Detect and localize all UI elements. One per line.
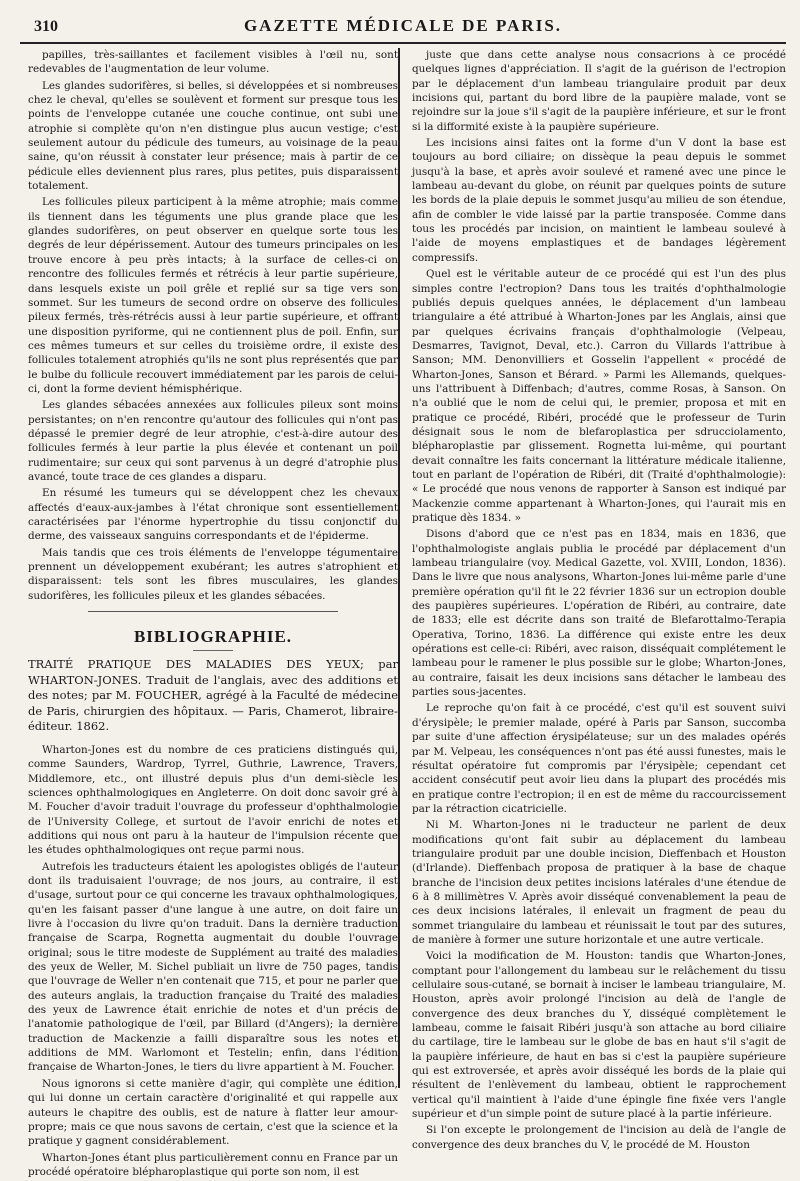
paragraph: Mais tandis que ces trois éléments de l'enveloppe tégumentaire prennent un développement exubérant; les autres s'atrophient et disparaissent: tels sont les fibres musculaires, les glandes sudorifères, les follicules pileux et les glandes sébacées. bbox=[28, 546, 398, 602]
column-divider bbox=[398, 48, 400, 1088]
paragraph: Les glandes sudorifères, si belles, si développées et si nombreuses chez le cheval, qu'elles se soulèvent et forment sur presque tous les points de l'enveloppe cutanée une couche continue, ont subi une atrophie si complète qu'on n'en distingue plus aucun vestige; c'est seulement autour du pédicule des tumeurs, au voisinage de la peau saine, qu'on réussit à constater leur présence; mais à partir de ce pédicule elles deviennent plus rares, plus petites, puis disparaissent totalement. bbox=[28, 79, 398, 193]
paragraph: Wharton-Jones étant plus particulièrement connu en France par un procédé opératoire blépharoplastique qui porte son nom, il est bbox=[28, 1151, 398, 1178]
title-rule bbox=[193, 650, 233, 651]
paragraph: papilles, très-saillantes et facilement visibles à l'œil nu, sont redevables de l'augmentation de leur volume. bbox=[28, 49, 398, 76]
page-header bbox=[20, 8, 786, 44]
paragraph: Autrefois les traducteurs étaient les apologistes obligés de l'auteur dont ils traduisaient l'ouvrage; de nos jours, au contraire, il est d'usage, surtout pour ce qui concerne les travaux ophthalmologiques, qu'en les faisant passer d'une langue à une autre, on doit faire un livre à l'occasion du livre qu'on traduit. Dans la dernière traduction française de Scarpa, Rognetta augmentait du double l'ouvrage original; sous le titre modeste de Supplément au traité des maladies des yeux de Weller, M. Sichel publiait un livre de 750 pages, tandis que l'ouvrage de Weller n'en contenait que 715, et pour ne parler que des auteurs anglais, la traduction française du Traité des maladies des yeux de Lawrence était enrichie de notes et d'un précis de l'anatomie pathologique de l'œil, par Billard (d'Angers); la dernière traduction de Mackenzie a failli disparaître sous les notes et additions de MM. Warlomont et Testelin; enfin, dans l'édition française de Wharton-Jones, le tiers du livre appartient à M. Foucher. bbox=[28, 860, 398, 1074]
section-title: BIBLIOGRAPHIE. bbox=[133, 627, 293, 647]
page-number: 310 bbox=[34, 18, 58, 35]
section-divider bbox=[88, 611, 338, 612]
paragraph: Nous ignorons si cette manière d'agir, qui complète une édition, qui lui donne un certain caractère d'originalité et qui rappelle aux auteurs le chapitre des oublis, est de nature à flatter leur amour-propre; mais ce que nous savons de certain, c'est que la science et la pratique y gagnent considérablement. bbox=[28, 1077, 398, 1148]
paragraph: Les glandes sébacées annexées aux follicules pileux sont moins persistantes; on n'en rencontre qu'autour des follicules qui n'ont pas dépassé le premier degré de leur atrophie, c'est-à-dire autour des follicules fermés à leur partie la plus élevée et contenant un poil rudimentaire; sur ceux qui sont parvenus à un degré d'atrophie plus avancé, toute trace de ces glandes a disparu. bbox=[28, 399, 398, 483]
paragraph: Le reproche qu'on fait à ce procédé, c'est qu'il est souvent suivi d'érysipèle; le premier malade, opéré à Paris par Sanson, succomba par suite d'une affection érysipélateuse; sur un des malades opérés par M. Velpeau, les conséquences n'ont pas été aussi funestes, mais le résultat opératoire fut compromis par l'érysipèle; cependant cet accident consécutif peut avoir lieu dans la plupart des procédés mis en pratique contre l'ectropion; il en est de même du raccourcissement par la rétraction cicatricielle. bbox=[412, 702, 786, 815]
paragraph: Quel est le véritable auteur de ce procédé qui est l'un des plus simples contre l'ectropion? Dans tous les traités d'ophthalmologie publiés depuis quelques années, le déplacement d'un lambeau triangulaire a été attribué à Wharton-Jones par les Anglais, ainsi que par quelques écrivains français d'ophthalmologie (Velpeau, Desmarres, Tavignot, Deval, etc.). Carron du Villards l'attribue à Sanson; MM. Denonvilliers et Gosselin l'appellent « procédé de Wharton-Jones, Sanson et Bérard. » Parmi les Allemands, quelques-uns l'attribuent à Diffenbach; d'autres, comme Rosas, à Sanson. On n'a oublié que le nom de celui qui, le premier, proposa et mit en pratique ce procédé, Ribéri, procédé que le professeur de Turin désignait sous le nom de blefaroplastica per sdrucciolamento, blépharoplastie par glissement. Rognetta lui-même, qui pourtant devait connaître les faits concernant la littérature médicale italienne, tout en parlant de l'opération de Ribéri, dit (Traité d'ophthalmologie): « Le procédé que nous venons de rapporter à Sanson est indiqué par Mackenzie comme appartenant à Wharton-Jones, qui l'aurait mis en pratique dès 1834. » bbox=[412, 268, 786, 524]
review-heading: TRAITÉ PRATIQUE DES MALADIES DES YEUX; par WHARTON-JONES. Traduit de l'anglais, avec des additions et des notes; par M. FOUCHER, agrégé à la Faculté de médecine de Paris, chirurgien des hôpitaux. — Paris, Chamerot, libraire-éditeur. 1862. bbox=[28, 657, 398, 734]
paragraph: Les follicules pileux participent à la même atrophie; mais comme ils tiennent dans les téguments une plus grande place que les glandes sudorifères, on peut observer en quelque sorte tous les degrés de leur dépérissement. Autour des tumeurs principales on les trouve encore à peu près intacts; à la surface de celles-ci on rencontre des follicules fermés et rétrécis à leur partie supérieure, dans lesquels existe un poil grêle et replié sur sa tige vers son sommet. Sur les tumeurs de second ordre on observe des follicules pileux fermés, très-rétrécis aussi à leur partie supérieure, et offrant une disposition pyriforme, qui ne contiennent plus de poil. Enfin, sur ces mêmes tumeurs et sur celles du troisième ordre, il existe des follicules totalement atrophiés qu'ils ne sont plus représentés que par le bulbe du follicule recouvert immédiatement par les parois de celui-ci, dont la forme devient hémisphérique. bbox=[28, 196, 398, 395]
paragraph: En résumé les tumeurs qui se développent chez les chevaux affectés d'eaux-aux-jambes à l'état chronique sont essentiellement caractérisées par l'énorme hypertrophie du tissu conjonctif du derme, des vaisseaux sanguins correspondants et de l'épiderme. bbox=[28, 487, 398, 543]
right-column bbox=[412, 48, 786, 1154]
paragraph: Les incisions ainsi faites ont la forme d'un V dont la base est toujours au bord ciliaire; on dissèque la peau depuis le sommet jusqu'à la base, et après avoir soulevé et ramené avec une pince le lambeau au-devant du globe, on réunit par quelques points de suture les bords de la plaie depuis le sommet jusqu'au milieu de son étendue, afin de combler le vide laissé par la partie transposée. Comme dans tous les procédés par incision, on maintient le lambeau soulevé à l'aide de moyens emplastiques et de bandages légèrement compressifs. bbox=[412, 137, 786, 264]
paragraph: Wharton-Jones est du nombre de ces praticiens distingués qui, comme Saunders, Wardrop, Tyrrel, Guthrie, Lawrence, Travers, Middlemore, etc., ont illustré depuis plus d'un demi-siècle les sciences ophthalmologiques en Angleterre. On doit donc savoir gré à M. Foucher d'avoir traduit l'ouvrage du professeur d'ophthalmologie de l'University College, et surtout de l'avoir enrichi de notes et additions qui nous ont paru à la hauteur de l'impulsion récente que les études ophthalmologiques ont reçue parmi nous. bbox=[28, 743, 398, 857]
paragraph: Si l'on excepte le prolongement de l'incision au delà de l'angle de convergence des deux branches du V, le procédé de M. Houston bbox=[412, 1124, 786, 1151]
paragraph: Disons d'abord que ce n'est pas en 1834, mais en 1836, que l'ophthalmologiste anglais publia le procédé par déplacement d'un lambeau triangulaire (voy. Medical Gazette, vol. XVIII, London, 1836). Dans le livre que nous analysons, Wharton-Jones lui-même parle d'une première opération qu'il fit le 22 février 1836 sur un ectropion double des paupières supérieures. L'opération de Ribéri, au contraire, date de 1833; elle est décrite dans son traité de Blefarottalmo-Terapia Operativa, Torino, 1836. La différence qui existe entre les deux opérations est celle-ci: Ribéri, avec raison, disséquait complétement le lambeau pour le ramener le plus possible sur le globe; Wharton-Jones, au contraire, faisait les deux incisions sans détacher le lambeau des parties sous-jacentes. bbox=[412, 528, 786, 699]
left-column bbox=[28, 48, 398, 1181]
paragraph: Ni M. Wharton-Jones ni le traducteur ne parlent de deux modifications qu'ont fait subir au déplacement du lambeau triangulaire produit par une double incision, Dieffenbach et Houston (d'Irlande). Dieffenbach proposa de pratiquer à la base de chaque branche de l'incision deux petites incisions latérales d'une étendue de 6 à 8 millimètres V. Après avoir disséqué convenablement la peau de ces deux incisions latérales, il enlevait un fragment de peau du sommet triangulaire du lambeau et réunissait le tout par des sutures, de manière à former une suture horizontale et une autre verticale. bbox=[412, 819, 786, 946]
paragraph: juste que dans cette analyse nous consacrions à ce procédé quelques lignes d'appréciation. Il s'agit de la guérison de l'ectropion par le déplacement d'un lambeau triangulaire produit par deux incisions qui, partant du bord libre de la paupière malade, vont se rejoindre sur la joue s'il s'agit de la paupière inférieure, et sur le front si la difformité existe à la paupière supérieure. bbox=[412, 49, 786, 133]
paragraph: Voici la modification de M. Houston: tandis que Wharton-Jones, comptant pour l'allongement du lambeau sur le relâchement du tissu cellulaire sous-cutané, se bornait à inciser le lambeau triangulaire, M. Houston, après avoir prolongé l'incision au delà de l'angle de convergence des deux branches du Y, disséqué complètement le lambeau, comme le faisait Ribéri jusqu'à son attache au bord ciliaire du cartilage, tire le lambeau sur le globe de bas en haut s'il s'agit de la paupière inférieure, de haut en bas si c'est la paupière supérieure qui est extroversée, et après avoir disséqué les bords de la plaie qui résultent de l'enlèvement du lambeau, obtient le rapprochement vertical qu'il maintient à l'aide d'une épingle fine fixée vers l'angle supérieur et d'un simple point de suture placé à la partie inférieure. bbox=[412, 950, 786, 1121]
journal-title: GAZETTE MÉDICALE DE PARIS. bbox=[243, 16, 563, 35]
